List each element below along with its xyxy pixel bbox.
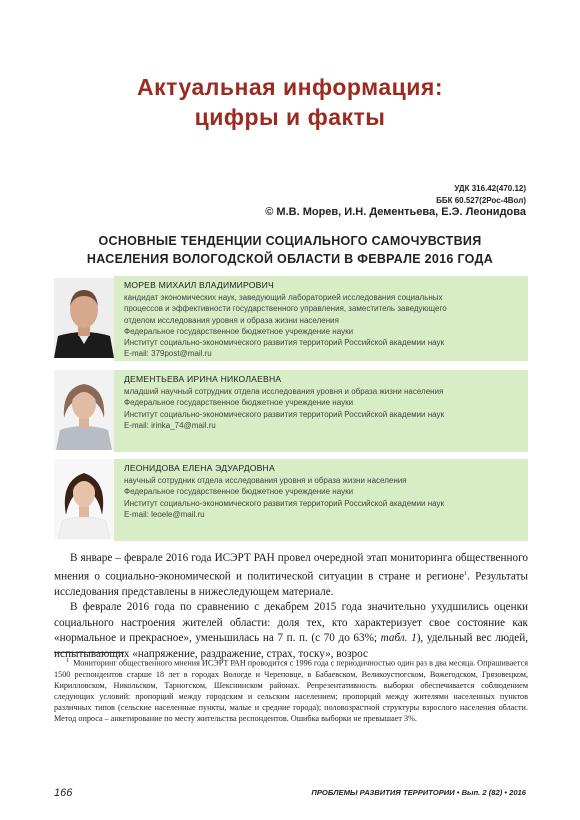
author-detail-line: Федеральное государственное бюджетное учреждение науки: [124, 326, 354, 336]
author-photo: [54, 278, 114, 358]
article-title: [0, 232, 580, 268]
author-detail-line: отделом исследования уровня и образа жизни населения: [124, 315, 339, 325]
author-name: ДЕМЕНТЬЕВА ИРИНА НИКОЛАЕВНА: [124, 374, 282, 384]
table-reference: табл. 1: [380, 632, 417, 645]
author-detail-line: Институт социально-экономического развития территорий Российской академии наук: [124, 338, 445, 348]
authors-line: © М.В. Морев, И.Н. Дементьева, Е.Э. Леонидова: [265, 206, 526, 218]
article-body: [54, 551, 528, 662]
author-detail-line: младший научный сотрудник отдела исследования уровня и образа жизни населения: [124, 387, 444, 397]
section-title: [0, 72, 580, 132]
author-card-dementieva: [54, 370, 528, 452]
footnote-text: Мониторинг общественного мнения ИСЭРТ РАН проводится с 1996 года с периодичностью один раз в два месяца. Опрашивается 1500 респондентов старше 18 лет в городах Вологде и Череповце, в Бабаевском, Великоустюгском, Вожегодском, Грязовецком, Кирилловском, Никольском, Тарногском, Шекснинском районах. Репрезентативность выборки обеспечивается соблюдением следующих условий: пропорций между городским и сельским населением; пропорций между жителями населенных пунктов различных типов (сельские населенные пункты, малые и средние города); половозрастной структуры взрослого населения области. Метод опроса – анкетирование по месту жительства респондентов. Ошибка выборки не превышает 3%.: [54, 658, 528, 723]
author-photo: [54, 370, 114, 450]
footnote-divider: [54, 652, 124, 653]
page-number: 166: [54, 787, 73, 799]
author-detail-line: Институт социально-экономического развития территорий Российской академии наук: [124, 498, 445, 508]
body-text-segment: . Результаты исследования представлены в нижеследующем материале.: [54, 570, 528, 598]
section-title-line-2: цифры и факты: [194, 104, 386, 130]
author-photo-image: [54, 278, 114, 358]
body-paragraph-2: [54, 600, 528, 662]
body-text-segment: ), удельный вес людей, испытывающих «напряжение, раздражение, страх, тоску», возрос: [54, 632, 529, 660]
author-name: ЛЕОНИДОВА ЕЛЕНА ЭДУАРДОВНА: [124, 463, 275, 473]
article-title-line-1: ОСНОВНЫЕ ТЕНДЕНЦИИ СОЦИАЛЬНОГО САМОЧУВСТВИЯ: [98, 234, 482, 248]
footnote: [54, 656, 528, 724]
footnote-marker: 1: [464, 570, 468, 577]
author-card-morev: [54, 276, 528, 361]
classification-codes: [436, 183, 526, 207]
author-detail-line: Федеральное государственное бюджетное учреждение науки: [124, 487, 354, 497]
body-text-segment: В январе – феврале 2016 года ИСЭРТ РАН провел очередной этап мониторинга общественного мнения о социально-экономической и политической ситуации в стране и регионе: [54, 552, 528, 583]
author-detail-line: Федеральное государственное бюджетное учреждение науки: [124, 398, 354, 408]
author-info-box: [114, 459, 528, 541]
author-photo-image: [54, 459, 114, 539]
article-title-line-2: НАСЕЛЕНИЯ ВОЛОГОДСКОЙ ОБЛАСТИ В ФЕВРАЛЕ 2016 ГОДА: [86, 252, 494, 266]
body-paragraph-1: [54, 551, 528, 600]
author-card-leonidova: [54, 459, 528, 541]
body-text-segment: В феврале 2016 года по сравнению с декабрем 2015 года значительно ухудшились оценки социального настроения жителей области: доля тех, кто характеризует свое состояние как «нормальное и прекрасное», уменьшилась на 7 п. п. (с 70 до 63%;: [54, 601, 528, 645]
bbk-code: ББК 60.527(2Рос-4Вол): [436, 196, 526, 205]
journal-footer: ПРОБЛЕМЫ РАЗВИТИЯ ТЕРРИТОРИИ • Вып. 2 (82) • 2016: [311, 788, 526, 797]
author-info-box: [114, 276, 528, 361]
udk-code: УДК 316.42(470.12): [454, 184, 526, 193]
section-title-line-1: Актуальная информация:: [137, 74, 443, 100]
author-detail-line: Институт социально-экономического развития территорий Российской академии наук: [124, 409, 445, 419]
author-photo: [54, 459, 114, 539]
footnote-number: 1: [66, 658, 69, 664]
author-detail-line: научный сотрудник отдела исследования уровня и образа жизни населения: [124, 476, 407, 486]
author-email: E-mail: irinka_74@mail.ru: [124, 420, 216, 430]
author-info-box: [114, 370, 528, 452]
author-email: E-mail: leoele@mail.ru: [124, 509, 205, 519]
author-photo-image: [54, 370, 114, 450]
author-email: E-mail: 379post@mail.ru: [124, 349, 212, 359]
author-detail-line: кандидат экономических наук, заведующий лабораторией исследования социальных: [124, 293, 443, 303]
author-name: МОРЕВ МИХАИЛ ВЛАДИМИРОВИЧ: [124, 280, 274, 290]
author-detail-line: процессов и эффективности государственного управления, заместитель заведующего: [124, 304, 447, 314]
